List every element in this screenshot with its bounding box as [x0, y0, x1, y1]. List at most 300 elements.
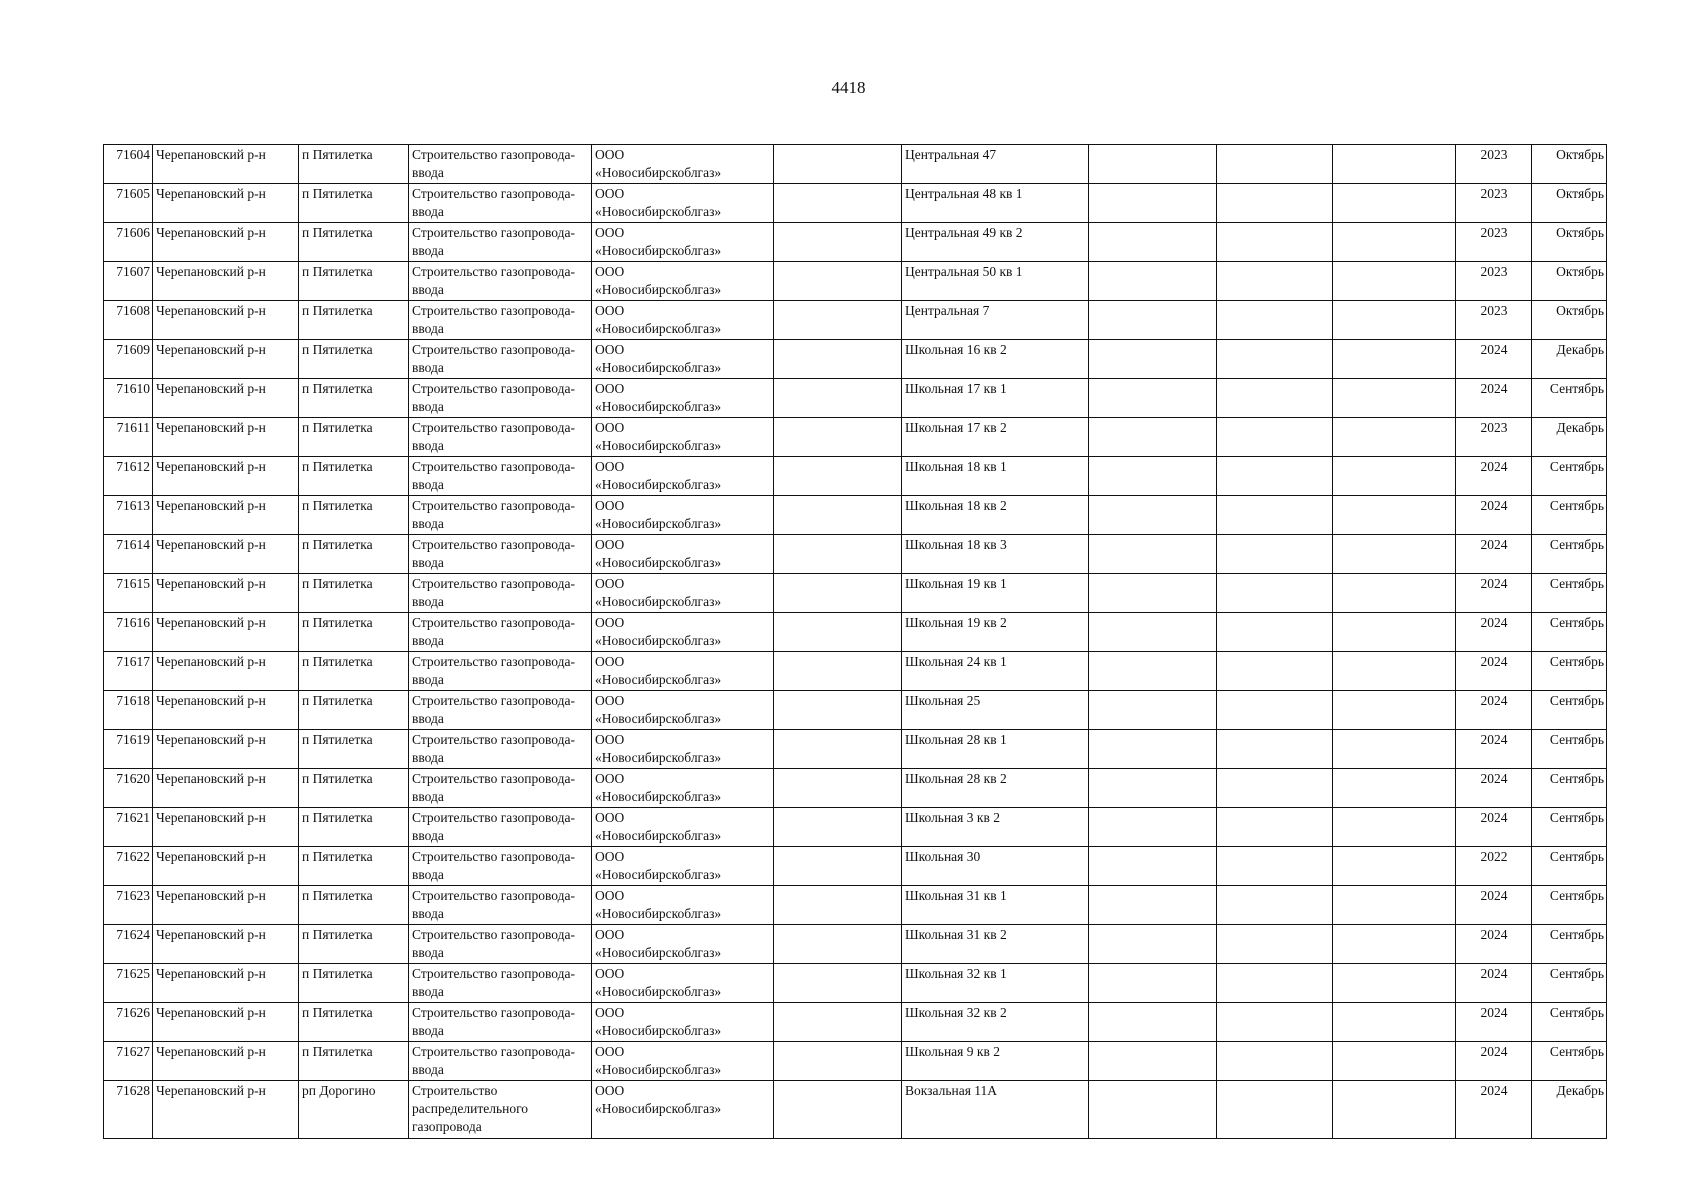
- organization-cell: [592, 769, 774, 808]
- address-cell: Школьная 28 кв 1: [902, 730, 1089, 769]
- empty-cell: [1089, 535, 1217, 574]
- empty-cell: [1089, 379, 1217, 418]
- table-row: [104, 223, 1607, 262]
- organization-line: «Новосибирскоблгаз»: [595, 204, 722, 219]
- organization-line: ООО: [595, 537, 625, 552]
- year-cell: 2024: [1456, 925, 1532, 964]
- empty-cell: [1089, 1081, 1217, 1139]
- empty-cell: [1089, 184, 1217, 223]
- empty-cell: [1333, 496, 1456, 535]
- address-cell: Школьная 24 кв 1: [902, 652, 1089, 691]
- year-cell: 2024: [1456, 496, 1532, 535]
- empty-cell: [1333, 223, 1456, 262]
- empty-cell: [1089, 145, 1217, 184]
- table-row: [104, 886, 1607, 925]
- locality-cell: п Пятилетка: [299, 964, 409, 1003]
- work-type-cell: [409, 1081, 592, 1139]
- work-type-line: ввода: [412, 906, 444, 921]
- empty-cell: [1217, 223, 1333, 262]
- locality-cell: п Пятилетка: [299, 379, 409, 418]
- organization-cell: [592, 925, 774, 964]
- empty-cell: [1089, 1003, 1217, 1042]
- organization-line: «Новосибирскоблгаз»: [595, 984, 722, 999]
- district-cell: Черепановский р-н: [153, 145, 299, 184]
- table-row: [104, 496, 1607, 535]
- district-cell: Черепановский р-н: [153, 496, 299, 535]
- address-cell: Школьная 30: [902, 847, 1089, 886]
- work-type-line: ввода: [412, 165, 444, 180]
- empty-cell: [1217, 418, 1333, 457]
- organization-line: ООО: [595, 459, 625, 474]
- organization-cell: [592, 613, 774, 652]
- month-cell: Сентябрь: [1532, 457, 1607, 496]
- empty-cell: [774, 301, 902, 340]
- month-cell: Сентябрь: [1532, 730, 1607, 769]
- work-type-line: ввода: [412, 867, 444, 882]
- empty-cell: [774, 769, 902, 808]
- locality-cell: п Пятилетка: [299, 925, 409, 964]
- organization-cell: [592, 1081, 774, 1139]
- year-cell: 2023: [1456, 301, 1532, 340]
- empty-cell: [1089, 964, 1217, 1003]
- work-type-line: Строительство газопровода-: [412, 771, 575, 786]
- empty-cell: [1333, 886, 1456, 925]
- district-cell: Черепановский р-н: [153, 925, 299, 964]
- work-type-line: Строительство газопровода-: [412, 1005, 575, 1020]
- year-cell: 2024: [1456, 730, 1532, 769]
- organization-line: ООО: [595, 225, 625, 240]
- row-number: 71626: [104, 1003, 153, 1042]
- empty-cell: [774, 496, 902, 535]
- empty-cell: [1217, 1042, 1333, 1081]
- empty-cell: [1089, 262, 1217, 301]
- organization-line: «Новосибирскоблгаз»: [595, 672, 722, 687]
- empty-cell: [1217, 886, 1333, 925]
- district-cell: Черепановский р-н: [153, 769, 299, 808]
- row-number: 71609: [104, 340, 153, 379]
- organization-line: «Новосибирскоблгаз»: [595, 243, 722, 258]
- year-cell: 2024: [1456, 613, 1532, 652]
- work-type-line: Строительство газопровода-: [412, 186, 575, 201]
- work-type-line: Строительство газопровода-: [412, 147, 575, 162]
- row-number: 71622: [104, 847, 153, 886]
- year-cell: 2024: [1456, 340, 1532, 379]
- address-cell: Школьная 31 кв 2: [902, 925, 1089, 964]
- table-row: [104, 340, 1607, 379]
- empty-cell: [1217, 496, 1333, 535]
- row-number: 71612: [104, 457, 153, 496]
- work-type-line: ввода: [412, 321, 444, 336]
- organization-line: ООО: [595, 771, 625, 786]
- year-cell: 2024: [1456, 964, 1532, 1003]
- month-cell: Октябрь: [1532, 301, 1607, 340]
- empty-cell: [774, 1081, 902, 1139]
- work-type-line: Строительство газопровода-: [412, 459, 575, 474]
- empty-cell: [774, 847, 902, 886]
- organization-line: «Новосибирскоблгаз»: [595, 750, 722, 765]
- empty-cell: [1333, 340, 1456, 379]
- empty-cell: [1089, 574, 1217, 613]
- table-row: [104, 379, 1607, 418]
- empty-cell: [1089, 496, 1217, 535]
- organization-line: «Новосибирскоблгаз»: [595, 282, 722, 297]
- year-cell: 2024: [1456, 535, 1532, 574]
- work-type-line: Строительство газопровода-: [412, 732, 575, 747]
- table-body: [104, 145, 1607, 1139]
- locality-cell: п Пятилетка: [299, 613, 409, 652]
- locality-cell: п Пятилетка: [299, 340, 409, 379]
- empty-cell: [1217, 925, 1333, 964]
- table-row: [104, 925, 1607, 964]
- empty-cell: [1333, 145, 1456, 184]
- year-cell: 2022: [1456, 847, 1532, 886]
- row-number: 71610: [104, 379, 153, 418]
- row-number: 71627: [104, 1042, 153, 1081]
- empty-cell: [1089, 691, 1217, 730]
- district-cell: Черепановский р-н: [153, 535, 299, 574]
- address-cell: Центральная 48 кв 1: [902, 184, 1089, 223]
- address-cell: Школьная 19 кв 2: [902, 613, 1089, 652]
- work-type-line: Строительство газопровода-: [412, 498, 575, 513]
- month-cell: Сентябрь: [1532, 613, 1607, 652]
- locality-cell: п Пятилетка: [299, 730, 409, 769]
- organization-line: «Новосибирскоблгаз»: [595, 906, 722, 921]
- empty-cell: [1089, 613, 1217, 652]
- work-type-line: Строительство газопровода-: [412, 693, 575, 708]
- work-type-cell: [409, 262, 592, 301]
- work-type-line: Строительство газопровода-: [412, 966, 575, 981]
- organization-cell: [592, 730, 774, 769]
- work-type-cell: [409, 574, 592, 613]
- address-cell: Центральная 7: [902, 301, 1089, 340]
- organization-line: «Новосибирскоблгаз»: [595, 165, 722, 180]
- work-type-line: Строительство газопровода-: [412, 342, 575, 357]
- work-type-line: Строительство: [412, 1083, 498, 1098]
- work-type-cell: [409, 145, 592, 184]
- table-row: [104, 691, 1607, 730]
- year-cell: 2024: [1456, 691, 1532, 730]
- organization-line: «Новосибирскоблгаз»: [595, 1023, 722, 1038]
- empty-cell: [1217, 301, 1333, 340]
- address-cell: Школьная 32 кв 1: [902, 964, 1089, 1003]
- organization-line: ООО: [595, 1083, 625, 1098]
- district-cell: Черепановский р-н: [153, 1042, 299, 1081]
- organization-cell: [592, 1042, 774, 1081]
- district-cell: Черепановский р-н: [153, 1081, 299, 1139]
- row-number: 71628: [104, 1081, 153, 1139]
- work-type-line: Строительство газопровода-: [412, 810, 575, 825]
- empty-cell: [774, 379, 902, 418]
- year-cell: 2024: [1456, 886, 1532, 925]
- empty-cell: [774, 886, 902, 925]
- locality-cell: п Пятилетка: [299, 691, 409, 730]
- work-type-line: ввода: [412, 516, 444, 531]
- work-type-cell: [409, 418, 592, 457]
- organization-line: ООО: [595, 966, 625, 981]
- address-cell: Школьная 16 кв 2: [902, 340, 1089, 379]
- district-cell: Черепановский р-н: [153, 418, 299, 457]
- organization-line: ООО: [595, 615, 625, 630]
- empty-cell: [1333, 847, 1456, 886]
- table-row: [104, 301, 1607, 340]
- organization-line: ООО: [595, 888, 625, 903]
- empty-cell: [774, 613, 902, 652]
- table-row: [104, 730, 1607, 769]
- empty-cell: [1333, 379, 1456, 418]
- work-type-line: Строительство газопровода-: [412, 303, 575, 318]
- organization-line: ООО: [595, 654, 625, 669]
- organization-line: «Новосибирскоблгаз»: [595, 321, 722, 336]
- work-type-cell: [409, 535, 592, 574]
- empty-cell: [1333, 652, 1456, 691]
- empty-cell: [1333, 457, 1456, 496]
- address-cell: Школьная 9 кв 2: [902, 1042, 1089, 1081]
- work-type-line: Строительство газопровода-: [412, 264, 575, 279]
- address-cell: Школьная 32 кв 2: [902, 1003, 1089, 1042]
- locality-cell: п Пятилетка: [299, 1042, 409, 1081]
- empty-cell: [1089, 925, 1217, 964]
- work-type-cell: [409, 1003, 592, 1042]
- gas-connection-table: [103, 144, 1607, 1139]
- month-cell: Октябрь: [1532, 223, 1607, 262]
- organization-cell: [592, 886, 774, 925]
- organization-line: ООО: [595, 186, 625, 201]
- address-cell: Школьная 18 кв 1: [902, 457, 1089, 496]
- year-cell: 2023: [1456, 418, 1532, 457]
- empty-cell: [1333, 613, 1456, 652]
- month-cell: Сентябрь: [1532, 808, 1607, 847]
- work-type-line: Строительство газопровода-: [412, 225, 575, 240]
- organization-line: «Новосибирскоблгаз»: [595, 711, 722, 726]
- organization-line: ООО: [595, 498, 625, 513]
- work-type-cell: [409, 808, 592, 847]
- empty-cell: [1089, 457, 1217, 496]
- work-type-cell: [409, 613, 592, 652]
- work-type-cell: [409, 340, 592, 379]
- table-row: [104, 847, 1607, 886]
- empty-cell: [774, 730, 902, 769]
- empty-cell: [774, 1042, 902, 1081]
- year-cell: 2024: [1456, 1003, 1532, 1042]
- empty-cell: [774, 1003, 902, 1042]
- empty-cell: [1333, 301, 1456, 340]
- district-cell: Черепановский р-н: [153, 262, 299, 301]
- district-cell: Черепановский р-н: [153, 730, 299, 769]
- work-type-line: ввода: [412, 360, 444, 375]
- empty-cell: [1333, 808, 1456, 847]
- locality-cell: п Пятилетка: [299, 886, 409, 925]
- work-type-cell: [409, 496, 592, 535]
- empty-cell: [1333, 418, 1456, 457]
- empty-cell: [1217, 262, 1333, 301]
- empty-cell: [1089, 418, 1217, 457]
- district-cell: Черепановский р-н: [153, 301, 299, 340]
- district-cell: Черепановский р-н: [153, 847, 299, 886]
- year-cell: 2024: [1456, 769, 1532, 808]
- empty-cell: [774, 535, 902, 574]
- organization-cell: [592, 652, 774, 691]
- work-type-line: ввода: [412, 672, 444, 687]
- organization-cell: [592, 847, 774, 886]
- address-cell: Школьная 18 кв 3: [902, 535, 1089, 574]
- row-number: 71604: [104, 145, 153, 184]
- work-type-cell: [409, 964, 592, 1003]
- empty-cell: [774, 262, 902, 301]
- work-type-line: ввода: [412, 243, 444, 258]
- work-type-line: Строительство газопровода-: [412, 615, 575, 630]
- empty-cell: [774, 925, 902, 964]
- work-type-line: ввода: [412, 438, 444, 453]
- organization-cell: [592, 145, 774, 184]
- organization-line: «Новосибирскоблгаз»: [595, 360, 722, 375]
- month-cell: Сентябрь: [1532, 925, 1607, 964]
- organization-line: «Новосибирскоблгаз»: [595, 594, 722, 609]
- empty-cell: [1333, 925, 1456, 964]
- organization-line: ООО: [595, 303, 625, 318]
- row-number: 71608: [104, 301, 153, 340]
- work-type-cell: [409, 1042, 592, 1081]
- empty-cell: [774, 964, 902, 1003]
- work-type-line: ввода: [412, 477, 444, 492]
- year-cell: 2024: [1456, 1042, 1532, 1081]
- work-type-line: ввода: [412, 204, 444, 219]
- organization-cell: [592, 535, 774, 574]
- row-number: 71621: [104, 808, 153, 847]
- month-cell: Сентябрь: [1532, 964, 1607, 1003]
- organization-line: ООО: [595, 1005, 625, 1020]
- empty-cell: [1217, 613, 1333, 652]
- organization-cell: [592, 223, 774, 262]
- empty-cell: [1217, 808, 1333, 847]
- organization-line: ООО: [595, 264, 625, 279]
- organization-cell: [592, 964, 774, 1003]
- locality-cell: п Пятилетка: [299, 262, 409, 301]
- empty-cell: [1217, 340, 1333, 379]
- empty-cell: [1089, 1042, 1217, 1081]
- work-type-cell: [409, 847, 592, 886]
- empty-cell: [1333, 730, 1456, 769]
- empty-cell: [1089, 340, 1217, 379]
- empty-cell: [774, 808, 902, 847]
- organization-cell: [592, 574, 774, 613]
- organization-cell: [592, 340, 774, 379]
- empty-cell: [1333, 535, 1456, 574]
- organization-cell: [592, 1003, 774, 1042]
- month-cell: Октябрь: [1532, 145, 1607, 184]
- empty-cell: [774, 691, 902, 730]
- year-cell: 2023: [1456, 262, 1532, 301]
- work-type-cell: [409, 457, 592, 496]
- organization-cell: [592, 808, 774, 847]
- empty-cell: [1333, 262, 1456, 301]
- empty-cell: [774, 223, 902, 262]
- district-cell: Черепановский р-н: [153, 886, 299, 925]
- empty-cell: [1217, 691, 1333, 730]
- work-type-cell: [409, 769, 592, 808]
- empty-cell: [1217, 184, 1333, 223]
- month-cell: Сентябрь: [1532, 496, 1607, 535]
- table-row: [104, 418, 1607, 457]
- work-type-cell: [409, 886, 592, 925]
- district-cell: Черепановский р-н: [153, 223, 299, 262]
- address-cell: Школьная 25: [902, 691, 1089, 730]
- table-row: [104, 964, 1607, 1003]
- month-cell: Сентябрь: [1532, 847, 1607, 886]
- month-cell: Сентябрь: [1532, 691, 1607, 730]
- work-type-line: ввода: [412, 945, 444, 960]
- row-number: 71617: [104, 652, 153, 691]
- row-number: 71605: [104, 184, 153, 223]
- year-cell: 2024: [1456, 1081, 1532, 1139]
- row-number: 71607: [104, 262, 153, 301]
- row-number: 71619: [104, 730, 153, 769]
- empty-cell: [1333, 1081, 1456, 1139]
- empty-cell: [774, 652, 902, 691]
- empty-cell: [1217, 1081, 1333, 1139]
- table-row: [104, 1081, 1607, 1139]
- year-cell: 2023: [1456, 223, 1532, 262]
- address-cell: Центральная 49 кв 2: [902, 223, 1089, 262]
- locality-cell: п Пятилетка: [299, 1003, 409, 1042]
- row-number: 71624: [104, 925, 153, 964]
- year-cell: 2024: [1456, 652, 1532, 691]
- work-type-line: Строительство газопровода-: [412, 537, 575, 552]
- row-number: 71606: [104, 223, 153, 262]
- empty-cell: [1089, 223, 1217, 262]
- organization-cell: [592, 184, 774, 223]
- table-row: [104, 769, 1607, 808]
- empty-cell: [1217, 730, 1333, 769]
- organization-line: «Новосибирскоблгаз»: [595, 867, 722, 882]
- table-row: [104, 262, 1607, 301]
- empty-cell: [1217, 457, 1333, 496]
- empty-cell: [1333, 1042, 1456, 1081]
- district-cell: Черепановский р-н: [153, 691, 299, 730]
- table-row: [104, 1003, 1607, 1042]
- organization-cell: [592, 691, 774, 730]
- organization-line: ООО: [595, 927, 625, 942]
- empty-cell: [774, 145, 902, 184]
- address-cell: Вокзальная 11А: [902, 1081, 1089, 1139]
- year-cell: 2023: [1456, 184, 1532, 223]
- empty-cell: [1217, 574, 1333, 613]
- work-type-line: ввода: [412, 555, 444, 570]
- table-row: [104, 613, 1607, 652]
- locality-cell: п Пятилетка: [299, 418, 409, 457]
- year-cell: 2023: [1456, 145, 1532, 184]
- table-row: [104, 457, 1607, 496]
- locality-cell: рп Дорогино: [299, 1081, 409, 1139]
- work-type-line: ввода: [412, 1062, 444, 1077]
- address-cell: Центральная 50 кв 1: [902, 262, 1089, 301]
- year-cell: 2024: [1456, 808, 1532, 847]
- organization-line: ООО: [595, 147, 625, 162]
- locality-cell: п Пятилетка: [299, 652, 409, 691]
- row-number: 71620: [104, 769, 153, 808]
- page-number: 4418: [831, 78, 866, 97]
- organization-line: «Новосибирскоблгаз»: [595, 399, 722, 414]
- organization-line: «Новосибирскоблгаз»: [595, 555, 722, 570]
- row-number: 71614: [104, 535, 153, 574]
- work-type-line: ввода: [412, 789, 444, 804]
- empty-cell: [1217, 769, 1333, 808]
- empty-cell: [1089, 847, 1217, 886]
- work-type-line: газопровода: [412, 1119, 482, 1134]
- empty-cell: [774, 574, 902, 613]
- work-type-cell: [409, 652, 592, 691]
- organization-line: ООО: [595, 420, 625, 435]
- work-type-line: ввода: [412, 711, 444, 726]
